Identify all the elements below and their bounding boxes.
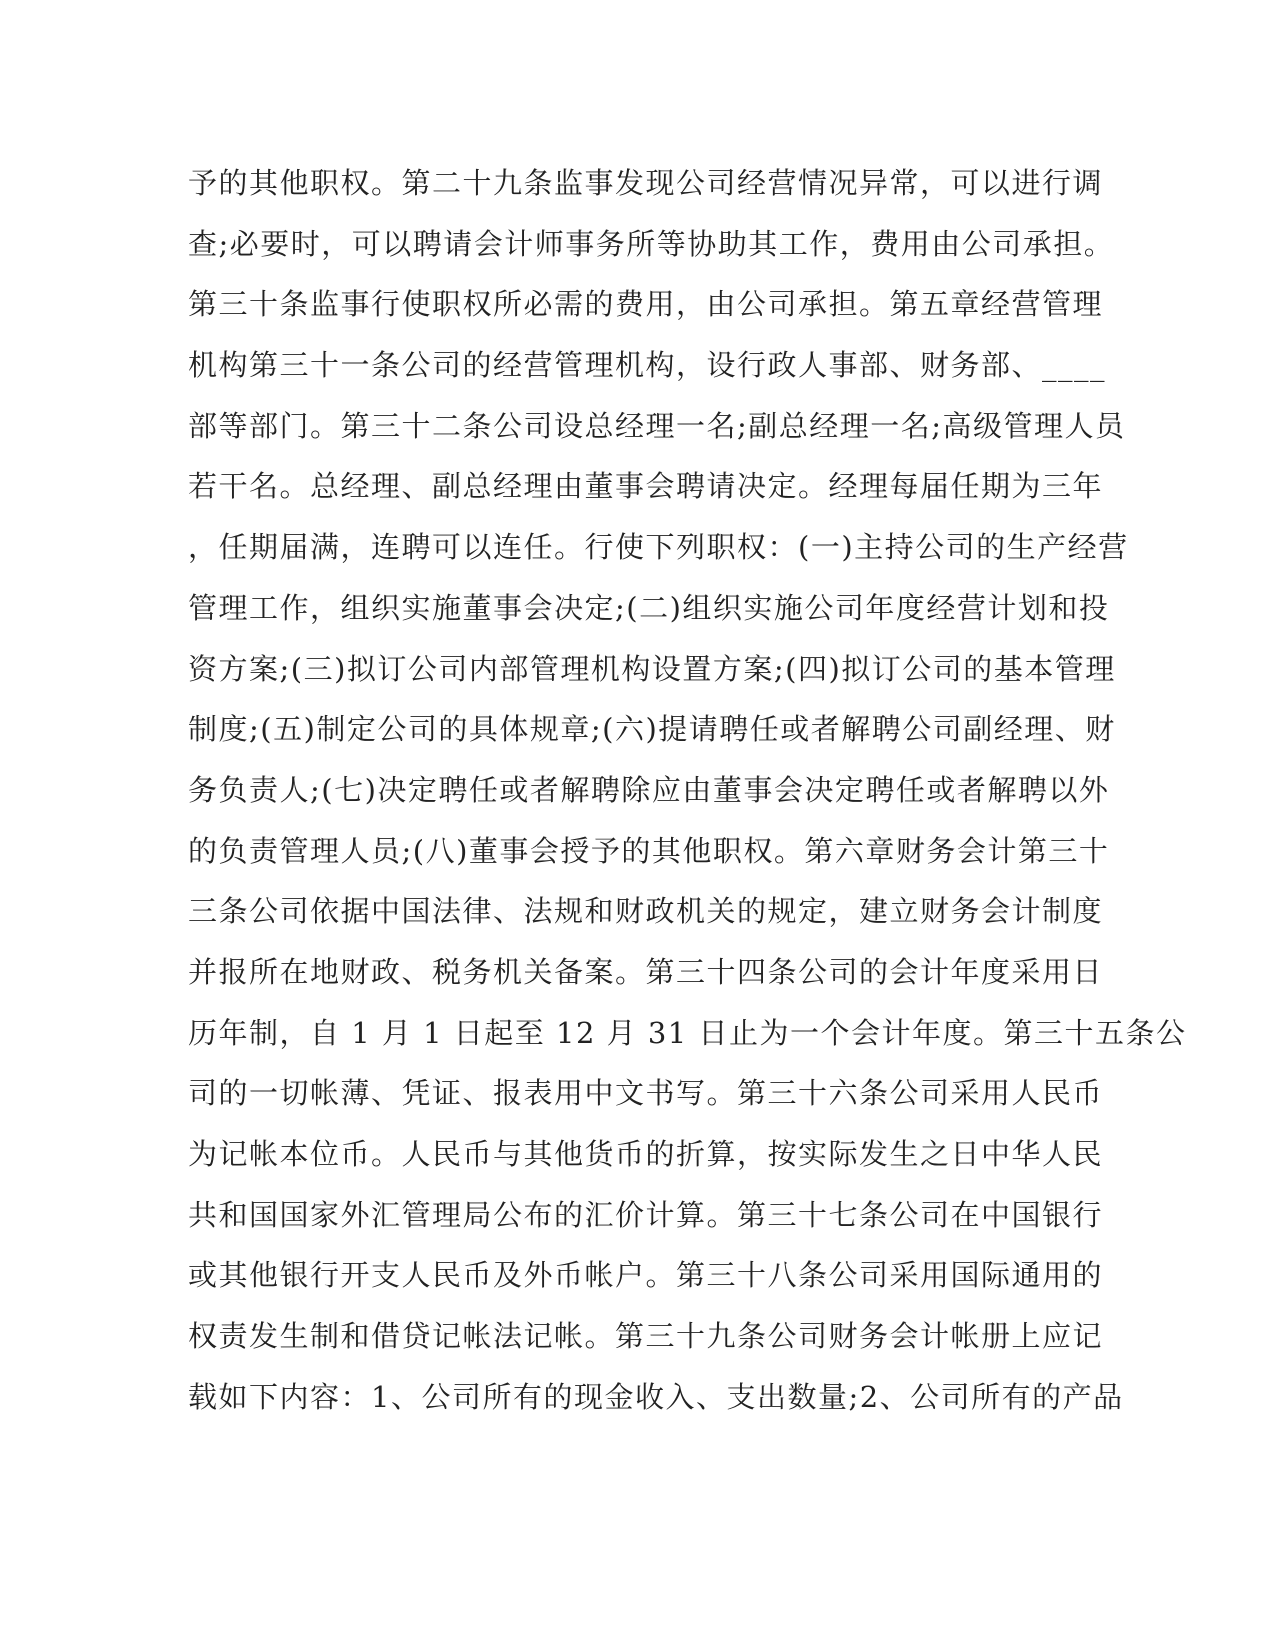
text-line: 的负责管理人员;(八)董事会授予的其他职权。第六章财务会计第三十 (188, 833, 1110, 868)
text-line: ，任期届满，连聘可以连任。行使下列职权：(一)主持公司的生产经营 (188, 530, 1129, 565)
text-line: 查;必要时，可以聘请会计师事务所等协助其工作，费用由公司承担。 (188, 226, 1115, 261)
text-line: 为记帐本位币。人民币与其他货币的折算，按实际发生之日中华人民 (188, 1137, 1104, 1171)
text-line: 资方案;(三)拟订公司内部管理机构设置方案;(四)拟订公司的基本管理 (188, 651, 1116, 686)
text-line: 历年制，自 1 月 1 日起至 12 月 31 日止为一个会计年度。第三十五条公 (188, 1015, 1187, 1050)
text-line: 机构第三十一条公司的经营管理机构，设行政人事部、财务部、____ (188, 348, 1107, 383)
text-line: 权责发生制和借贷记帐法记帐。第三十九条公司财务会计帐册上应记 (188, 1319, 1104, 1354)
text-line: 共和国国家外汇管理局公布的汇价计算。第三十七条公司在中国银行 (188, 1197, 1104, 1232)
text-line: 制度;(五)制定公司的具体规章;(六)提请聘任或者解聘公司副经理、财 (188, 712, 1116, 747)
text-line: 并报所在地财政、税务机关备案。第三十四条公司的会计年度采用日 (188, 954, 1104, 989)
body-text (188, 163, 1187, 1437)
text-line: 予的其他职权。第二十九条监事发现公司经营情况异常，可以进行调 (188, 166, 1104, 200)
text-line: 或其他银行开支人民币及外币帐户。第三十八条公司采用国际通用的 (188, 1258, 1104, 1293)
text-line: 管理工作，组织实施董事会决定;(二)组织实施公司年度经营计划和投 (188, 590, 1110, 625)
text-line: 三条公司依据中国法律、法规和财政机关的规定，建立财务会计制度 (188, 894, 1104, 929)
text-line: 务负责人;(七)决定聘任或者解聘除应由董事会决定聘任或者解聘以外 (188, 772, 1110, 807)
text-line: 若干名。总经理、副总经理由董事会聘请决定。经理每届任期为三年 (188, 469, 1104, 504)
text-line: 司的一切帐薄、凭证、报表用中文书写。第三十六条公司采用人民币 (188, 1076, 1104, 1111)
text-line: 第三十条监事行使职权所必需的费用，由公司承担。第五章经营管理 (188, 287, 1104, 322)
text-line: 载如下内容：1、公司所有的现金收入、支出数量;2、公司所有的产品 (188, 1379, 1124, 1414)
text-line: 部等部门。第三十二条公司设总经理一名;副总经理一名;高级管理人员 (188, 408, 1126, 443)
